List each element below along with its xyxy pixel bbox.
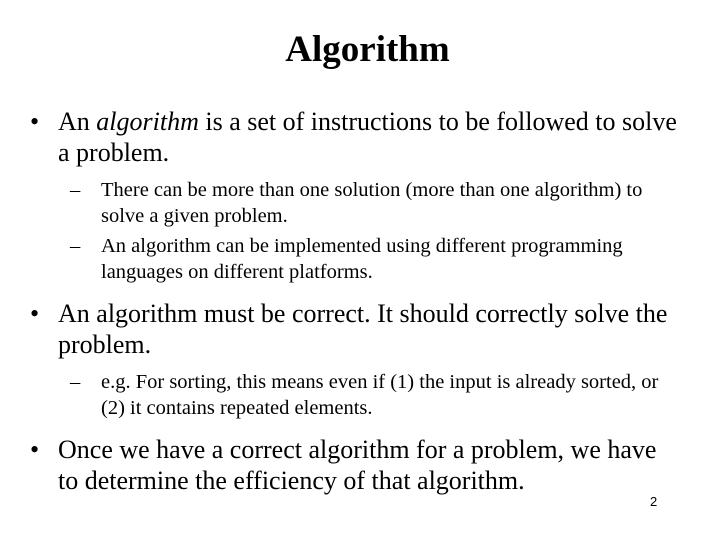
- bullet-list: [30, 106, 680, 496]
- bullet-item: [30, 434, 680, 496]
- bullet-marker: •: [30, 107, 40, 136]
- bullet-text: [58, 107, 677, 167]
- bullet-text-part: An: [58, 107, 97, 136]
- emphasized-term: algorithm: [96, 107, 199, 136]
- sub-bullet-marker: –: [70, 235, 81, 257]
- bullet-marker: •: [30, 299, 40, 328]
- bullet-marker: •: [30, 435, 40, 464]
- page-number: 2: [650, 494, 658, 509]
- sub-bullet-marker: –: [70, 179, 81, 201]
- bullet-item: [30, 106, 680, 285]
- sub-bullet-item: [70, 233, 680, 285]
- sub-bullet-item: [70, 177, 680, 229]
- slide-title: Algorithm: [285, 29, 450, 70]
- sub-bullet-list: [58, 177, 680, 285]
- sub-bullet-text: There can be more than one solution (more than one algorithm) to solve a given problem.: [101, 179, 643, 227]
- sub-bullet-text: e.g. For sorting, this means even if (1) the input is already sorted, or (2) it contains repeated elements.: [101, 371, 659, 419]
- bullet-text-part: is a set of instructions to be followed to solve a problem.: [58, 107, 677, 167]
- sub-bullet-list: [58, 369, 680, 421]
- bullet-item: [30, 298, 680, 421]
- sub-bullet-text: An algorithm can be implemented using different programming languages on different platforms.: [101, 235, 623, 283]
- spacer: [30, 285, 680, 298]
- bullet-text: Once we have a correct algorithm for a problem, we have to determine the efficiency of that algorithm.: [58, 435, 657, 495]
- bullet-text: An algorithm must be correct. It should correctly solve the problem.: [58, 299, 668, 359]
- spacer: [30, 421, 680, 434]
- sub-bullet-marker: –: [70, 371, 81, 393]
- sub-bullet-item: [70, 369, 680, 421]
